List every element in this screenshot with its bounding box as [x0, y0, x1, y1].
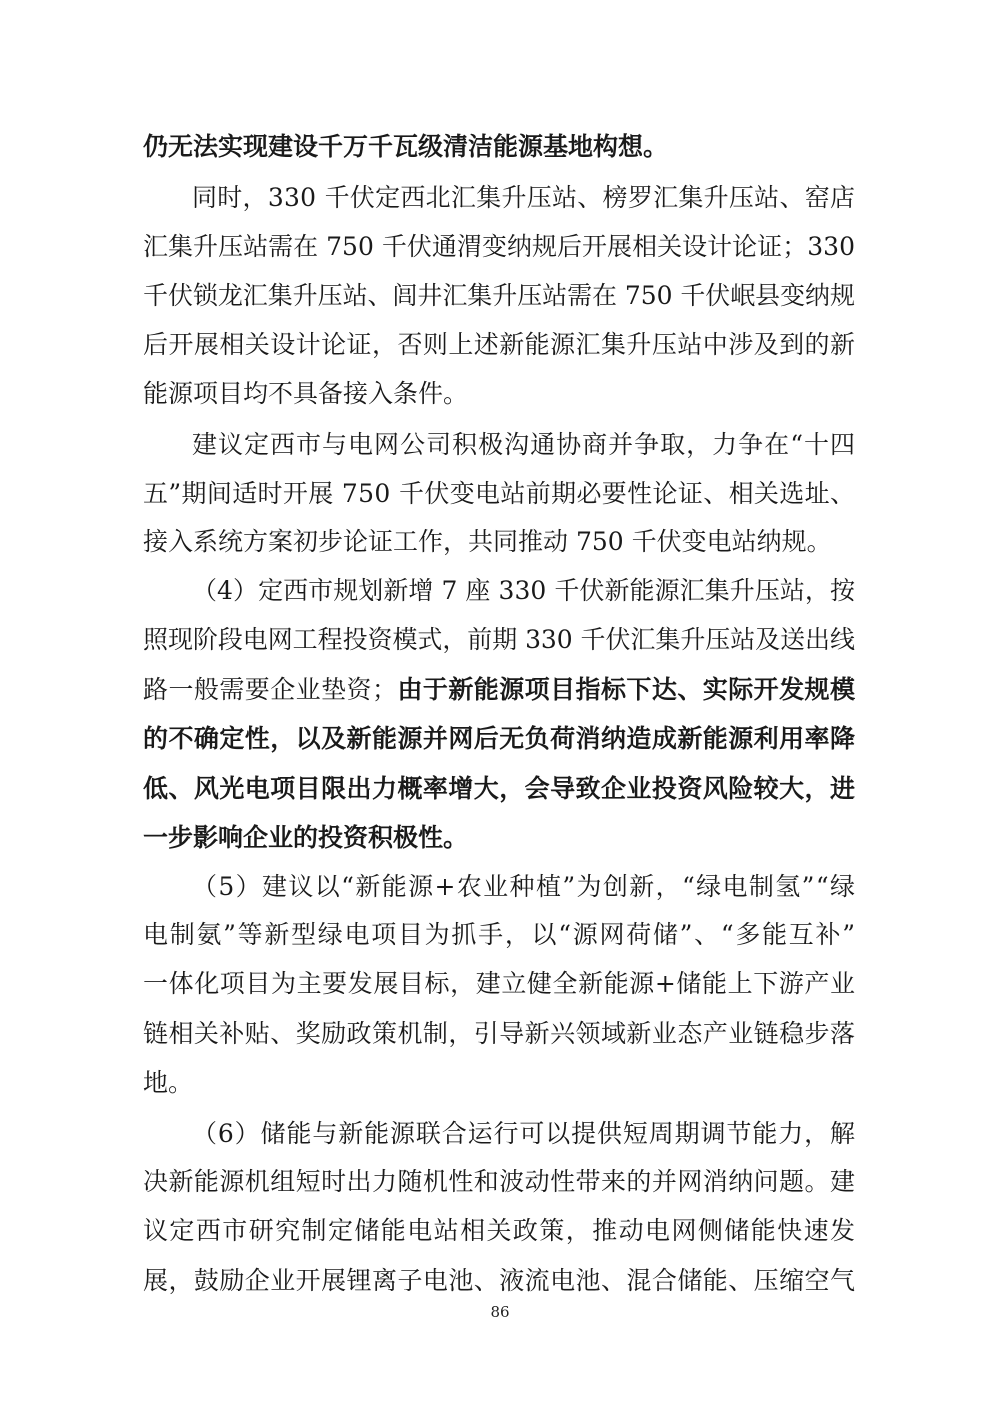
text-line	[192, 573, 855, 609]
text-line	[143, 966, 855, 1002]
text-run: 地。	[143, 1068, 194, 1097]
text-line	[143, 1065, 855, 1101]
bold-text: 一步影响企业的投资积极性。	[143, 823, 469, 852]
text-run: 议定西市研究制定储能电站相关政策，推动电网侧储能快速发	[143, 1216, 857, 1245]
text-line	[143, 129, 855, 165]
text-run: 能源项目均不具备接入条件。	[143, 379, 469, 408]
text-line	[143, 229, 855, 265]
text-run: 同时，330 千伏定西北汇集升压站、榜罗汇集升压站、窑店	[192, 183, 856, 212]
text-line	[192, 1116, 855, 1152]
text-run: 五”期间适时开展 750 千伏变电站前期必要性论证、相关选址、	[143, 479, 856, 508]
text-run: 一体化项目为主要发展目标，建立健全新能源+储能上下游产业	[143, 969, 856, 998]
page-number: 86	[490, 1303, 510, 1321]
text-line	[143, 524, 855, 560]
text-line	[192, 869, 855, 905]
bold-text: 的不确定性，以及新能源并网后无负荷消纳造成新能源利用率降	[143, 724, 856, 753]
text-run: （4）定西市规划新增 7 座 330 千伏新能源汇集升压站，按	[192, 576, 856, 605]
text-line	[143, 1213, 855, 1249]
text-run: 路一般需要企业垫资；	[143, 675, 398, 704]
text-run: 建议定西市与电网公司积极沟通协商并争取，力争在“十四	[192, 430, 856, 459]
text-line	[143, 1016, 855, 1052]
text-run: 接入系统方案初步论证工作，共同推动 750 千伏变电站纳规。	[143, 527, 832, 556]
bold-text: 由于新能源项目指标下达、实际开发规模	[397, 675, 856, 704]
text-line	[143, 771, 855, 807]
text-run: 决新能源机组短时出力随机性和波动性带来的并网消纳问题。建	[143, 1167, 856, 1196]
text-line	[143, 917, 855, 953]
text-line	[143, 476, 855, 512]
text-line	[143, 278, 855, 314]
text-line	[143, 1263, 855, 1299]
text-line	[143, 327, 855, 363]
text-run: 照现阶段电网工程投资模式，前期 330 千伏汇集升压站及送出线	[143, 625, 855, 654]
text-line	[192, 427, 855, 463]
text-line	[192, 180, 855, 216]
text-run: 后开展相关设计论证，否则上述新能源汇集升压站中涉及到的新	[143, 330, 856, 359]
bold-text: 低、风光电项目限出力概率增大，会导致企业投资风险较大，进	[143, 774, 856, 803]
text-run: 链相关补贴、奖励政策机制，引导新兴领域新业态产业链稳步落	[143, 1019, 856, 1048]
text-line	[143, 622, 855, 658]
text-run: 展，鼓励企业开展锂离子电池、液流电池、混合储能、压缩空气	[143, 1266, 856, 1295]
text-line	[143, 376, 855, 412]
bold-text: 仍无法实现建设千万千瓦级清洁能源基地构想。	[143, 132, 669, 161]
text-line	[143, 672, 855, 708]
text-line	[143, 721, 855, 757]
text-run: 汇集升压站需在 750 千伏通渭变纳规后开展相关设计论证；330	[143, 232, 856, 261]
text-run: 千伏锁龙汇集升压站、闾井汇集升压站需在 750 千伏岷县变纳规	[143, 281, 855, 310]
text-line	[143, 820, 855, 856]
text-run: （6）储能与新能源联合运行可以提供短周期调节能力，解	[192, 1119, 856, 1148]
text-run: 电制氨”等新型绿电项目为抓手，以“源网荷储”、“多能互补”	[143, 920, 857, 949]
text-run: （5）建议以“新能源+农业种植”为创新，“绿电制氢”“绿	[192, 872, 857, 901]
text-line	[143, 1164, 855, 1200]
